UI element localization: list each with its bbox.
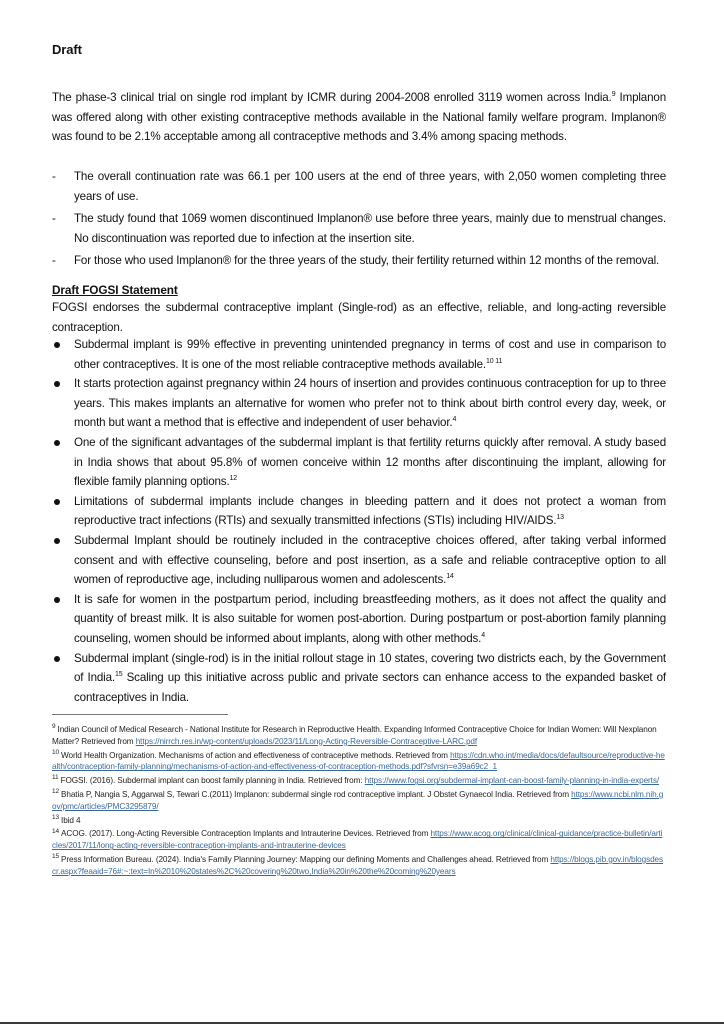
list-item-text: The study found that 1069 women discontinued Implanon® use before three years, mainly due to menstrual changes. No discontinuation was reported due to infection at the insertion site. [74, 212, 666, 245]
intro-paragraph [52, 88, 666, 147]
intro-text: The phase-3 clinical trial on single rod implant by ICMR during 2004-2008 enrolled 3119 women across India. [52, 91, 612, 104]
footnote [52, 724, 666, 748]
footnote-ref[interactable]: 4 [452, 416, 457, 424]
dash-marker: - [52, 170, 56, 183]
footnote [52, 815, 666, 827]
bullet-icon [54, 656, 60, 662]
footnote-link[interactable]: https://cdn.who.int/media/docs/defaultsource/reproductive-health/contraception-family-planning/mechanisms-of-action-and-effectiveness-of-contraception-methods.pdf?sfvrsn=e39a69c2_1 [52, 750, 665, 772]
footnote-divider [52, 714, 228, 715]
footnote-link[interactable]: https://blogs.pib.gov.in/blogsdescr.aspx?feaaid=76#:~:text=In%2010%20states%2C%20covering%20two,India%20in%20the%20coming%20years [52, 854, 663, 876]
list-item [52, 251, 666, 271]
footnote-ref[interactable]: 12 [229, 475, 238, 483]
footnote-number: 14 [52, 827, 60, 835]
footnote-ref[interactable]: 4 [481, 632, 485, 640]
bullet-item [52, 492, 666, 531]
bullet-text-cont: Scaling up this initiative across public and private sectors can enhance access to the expanded basket of contraceptives in India. [74, 671, 666, 704]
footnote [52, 828, 666, 852]
bullet-item [52, 335, 666, 374]
footnote-text: ACOG. (2017). Long-Acting Reversible Contraception Implants and Intrauterine Devices. Retrieved from [61, 829, 431, 839]
list-item-text: For those who used Implanon® for the three years of the study, their fertility returned within 12 months of the removal. [74, 254, 660, 268]
footnote [52, 775, 666, 787]
footnotes [52, 724, 666, 880]
list-item-text: The overall continuation rate was 66.1 per 100 users at the end of three years, with 2,050 women completing three years of use. [74, 170, 666, 203]
section-heading: Draft FOGSI Statement [52, 283, 178, 297]
footnote-text: World Health Organization. Mechanisms of action and effectiveness of contraceptive methods. Retrieved from [61, 750, 451, 760]
bullet-text: Subdermal implant (single-rod) is in the initial rollout stage in 10 states, covering two districts each, by the Government of India. [74, 651, 666, 685]
footnote-text: Indian Council of Medical Research - National Institute for Research in Reproductive Health. Expanding Informed Contraceptive Choice for Indian Women: Will Nexplanon Matter? Retrieved from [52, 725, 657, 746]
bullet-text: One of the significant advantages of the subdermal implant is that fertility returns quickly after removal. A study based in India shows that about 95.8% of women conceive within 12 months after discontinuing the implant, allowing for flexible family planning options. [74, 435, 666, 489]
footnote-link[interactable]: https://nirrch.res.in/wp-content/uploads/2023/11/Long-Acting-Reversible-Contraceptive-LARC.pdf [135, 736, 478, 746]
footnote-number: 13 [52, 813, 60, 821]
bullet-icon [54, 538, 60, 544]
bullet-text: It starts protection against pregnancy within 24 hours of insertion and provides continuous contraception for up to three years. This makes implants an alternative for women who prefer not to think about birth control every day, week, or month but want a method that is effective and independent of user behavior. [74, 377, 666, 430]
footnote-number: 15 [52, 853, 60, 861]
footnote-ref[interactable]: 14 [446, 573, 454, 581]
footnote-text: Bhatia P, Nangia S, Aggarwal S, Tewari C.(2011) Implanon: subdermal single rod contraceptive implant. J Obstet Gynaecol India. Retrieved from [61, 789, 572, 799]
bullet-item [52, 649, 666, 708]
footnote [52, 750, 666, 774]
bullet-item [52, 590, 666, 649]
dash-marker: - [52, 254, 56, 268]
list-item [52, 167, 666, 206]
bullet-item [52, 433, 666, 492]
bullet-icon [54, 342, 60, 348]
statement-intro: FOGSI endorses the subdermal contraceptive implant (Single-rod) as an effective, reliable, and long-acting reversible contraception. [52, 301, 666, 334]
bullet-text: Limitations of subdermal implants include changes in bleeding pattern and it does not protect a woman from reproductive tract infections (RTIs) and sexually transmitted infections (STIs) including HIV/AIDS. [74, 494, 666, 528]
trial-findings-list [52, 167, 666, 274]
bullet-item [52, 374, 666, 433]
list-item [52, 209, 666, 248]
bullet-icon [54, 381, 60, 387]
intro-text-cont: Implanon was offered along with other existing contraceptive methods available in the National family welfare program. Implanon® was found to be 2.1% acceptable among all contraceptive methods and 3.4% among spacing methods. [52, 91, 666, 144]
footnote-ref[interactable]: 15 [114, 671, 123, 679]
bullet-icon [54, 597, 60, 603]
draft-label: Draft [52, 42, 82, 57]
footnote-text: Ibid 4 [61, 815, 81, 825]
bullet-item [52, 531, 666, 590]
bullet-icon [54, 440, 60, 446]
footnote-link[interactable]: https://www.ncbi.nlm.nih.gov/pmc/articles/PMC3295879/ [52, 789, 664, 811]
footnote [52, 854, 666, 878]
footnote-link[interactable]: https://www.fogsi.org/subdermal-implant-can-boost-family-planning-in-india-experts/ [364, 776, 660, 786]
footnote [52, 789, 666, 813]
footnote-ref[interactable]: 13 [556, 514, 564, 522]
footnote-number: 9 [52, 723, 56, 731]
bullet-icon [54, 499, 60, 505]
footnote-text: Press Information Bureau. (2024). India's Family Planning Journey: Mapping our defining Moments and Challenges ahead. Retrieved from [61, 854, 551, 864]
bullet-text: It is safe for women in the postpartum period, including breastfeeding mothers, as it does not affect the quality and quantity of breast milk. It is also suitable for women post-abortion. During postpartum or post-abortion family planning counseling, women should be informed about implants, along with other methods. [74, 592, 666, 645]
bullet-text: Subdermal implant is 99% effective in preventing unintended pregnancy in terms of cost and use in comparison to other contraceptives. It is one of the most reliable contraceptive methods available. [74, 338, 666, 371]
footnote-ref[interactable]: 10 11 [485, 357, 503, 365]
statement-bullets [52, 335, 666, 707]
footnote-text: FOGSI. (2016). Subdermal implant can boost family planning in India. Retrieved from: [60, 776, 365, 786]
footnote-number: 11 [52, 774, 59, 782]
footnote-number: 12 [52, 788, 60, 796]
footnote-link[interactable]: https://www.acog.org/clinical/clinical-guidance/practice-bulletin/articles/2017/11/long-acting-reversible-contraception-implants-and-intrauterine-devices [52, 829, 663, 851]
bullet-text: Subdermal Implant should be routinely included in the contraceptive choices offered, after taking verbal informed consent and with effective counseling, before and post insertion, as a safe and reliable contraceptive option to all women of reproductive age, including nulliparous women and adolescents. [74, 533, 666, 587]
footnote-number: 10 [52, 748, 60, 756]
footnote-ref[interactable]: 9 [611, 91, 616, 99]
dash-marker: - [52, 212, 56, 226]
